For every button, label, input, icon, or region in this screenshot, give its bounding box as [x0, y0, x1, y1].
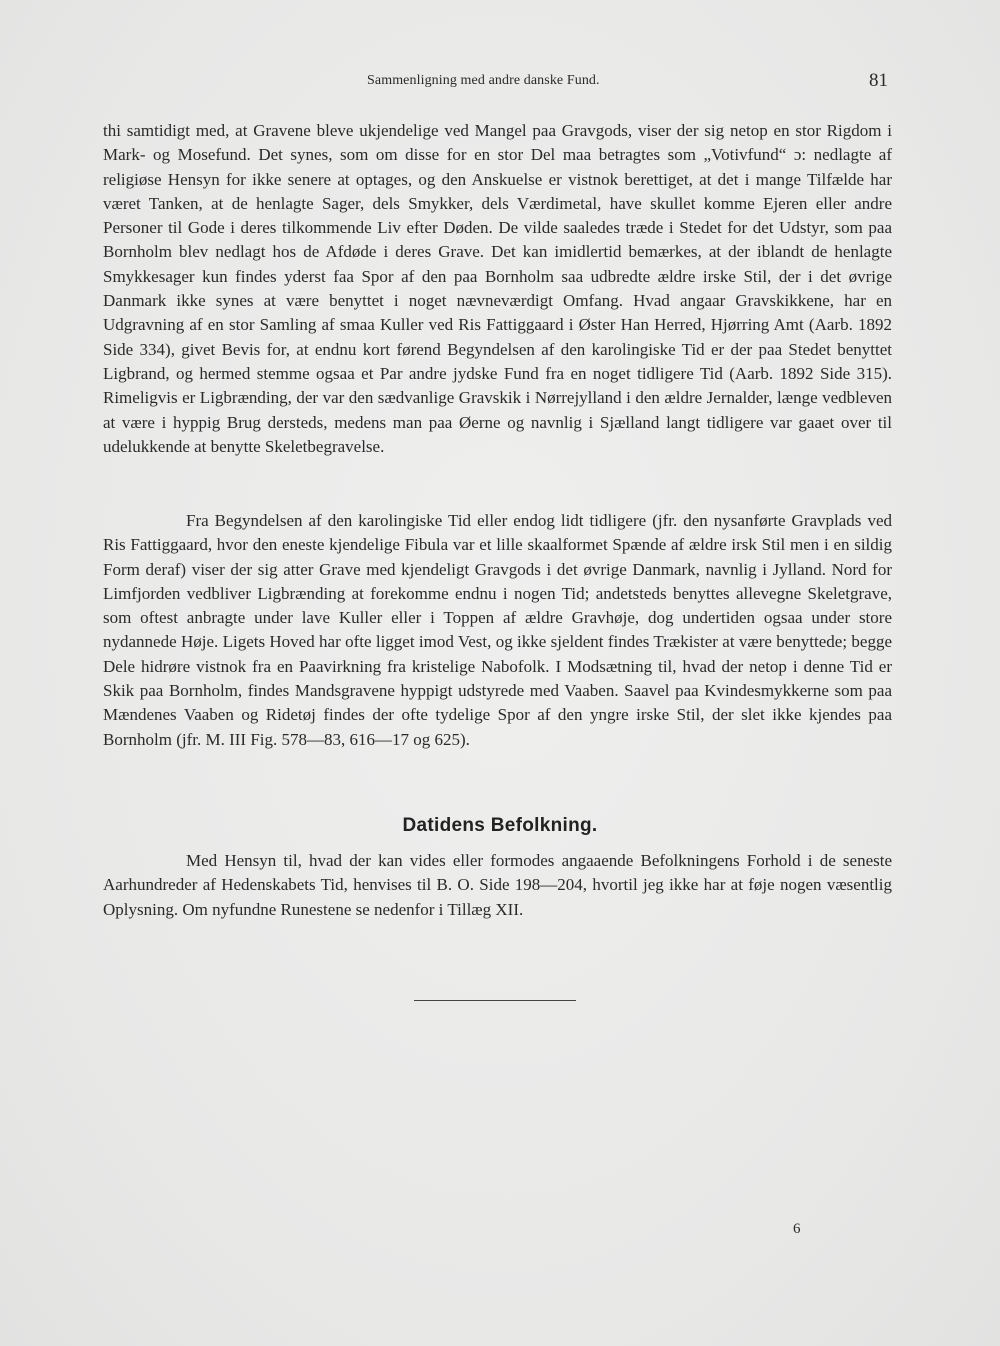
- body-paragraph-1: [103, 119, 892, 459]
- body-paragraph-2: [103, 509, 892, 752]
- page-number: 81: [869, 70, 888, 91]
- running-title: Sammenligning med andre danske Fund.: [367, 73, 600, 88]
- paragraph-text: Fra Begyndelsen af den karolingiske Tid eller endog lidt tidligere (jfr. den nysanførte Gravplads ved Ris Fattiggaard, hvor den eneste kjendelige Fibula var et lille skaalformet Spænde af ældre irsk Stil men i en sildig Form deraf) viser der sig atter Grave med kjendeligt Gravgods i det øvrige Danmark, navnlig i Jylland. Nord for Limfjorden vedbliver Ligbrænding at forekomme endnu i nogen Tid; andetsteds benyttes allevegne Skeletgrave, som oftest anbragte under lave Kuller eller i Toppen af ældre Gravhøje, dog undertiden ogsaa under store nydannede Høje. Ligets Hoved har ofte ligget imod Vest, og ikke sjeldent findes Trækister at være benyttede; begge Dele hidrøre vistnok fra en Paavirkning fra kristelige Nabofolk. I Modsætning til, hvad der netop i denne Tid er Skik paa Bornholm, findes Mandsgravene hyppigt udstyrede med Vaaben. Saavel paa Kvindesmykkerne som paa Mændenes Vaaben og Ridetøj findes der ofte tydelige Spor af den yngre irske Stil, der slet ikke kjendes paa Bornholm (jfr. M. III Fig. 578—83, 616—17 og 625).: [103, 511, 892, 749]
- body-paragraph-3: [103, 849, 892, 922]
- end-rule-divider: [414, 1000, 576, 1001]
- paragraph-text: Med Hensyn til, hvad der kan vides eller formodes angaaende Befolkningens Forhold i de seneste Aarhundreder af Hedenskabets Tid, henvises til B. O. Side 198—204, hvortil jeg ikke har at føje nogen væsentlig Oplysning. Om nyfundne Runestene se nedenfor i Tillæg XII.: [103, 851, 892, 919]
- paragraph-text: thi samtidigt med, at Gravene bleve ukjendelige ved Mangel paa Gravgods, viser der sig netop en stor Rigdom i Mark- og Mosefund. Det synes, som om disse for en stor Del maa betragtes som „Votivfund“ ɔ: nedlagte af religiøse Hensyn for ikke senere at optages, og den Anskuelse er vistnok berettiget, at det i mange Tilfælde har været Tanken, at de henlagte Sager, dels Smykker, dels Værdimetal, have skullet komme Ejeren eller andre Personer til Gode i deres tilkommende Liv efter Døden. De vilde saaledes træde i Stedet for det Udstyr, som paa Bornholm blev nedlagt hos de Afdøde i deres Grave. Det kan imidlertid bemærkes, at der iblandt de henlagte Smykkesager kun findes yderst faa Spor af den paa Bornholm saa udbredte ældre irske Stil, der i det øvrige Danmark ikke synes at være benyttet i noget nævneværdigt Omfang. Hvad angaar Gravskikkene, har en Udgravning af en stor Samling af smaa Kuller ved Ris Fattiggaard i Øster Han Herred, Hjørring Amt (Aarb. 1892 Side 334), givet Bevis for, at endnu kort førend Begyndelsen af den karolingiske Tid er der paa Stedet benyttet Ligbrand, og hermed stemme ogsaa et Par andre jydske Fund fra en noget tidligere Tid (Aarb. 1892 Side 315). Rimeligvis er Ligbrænding, der var den sædvanlige Gravskik i Nørrejylland i den ældre Jernalder, længe vedbleven at være i hyppig Brug dersteds, medens man paa Øerne og navnlig i Sjælland langt tidligere var gaaet over til udelukkende at benytte Skeletbegravelse.: [103, 121, 892, 456]
- signature-mark: 6: [793, 1221, 801, 1237]
- section-heading: Datidens Befolkning.: [402, 815, 598, 836]
